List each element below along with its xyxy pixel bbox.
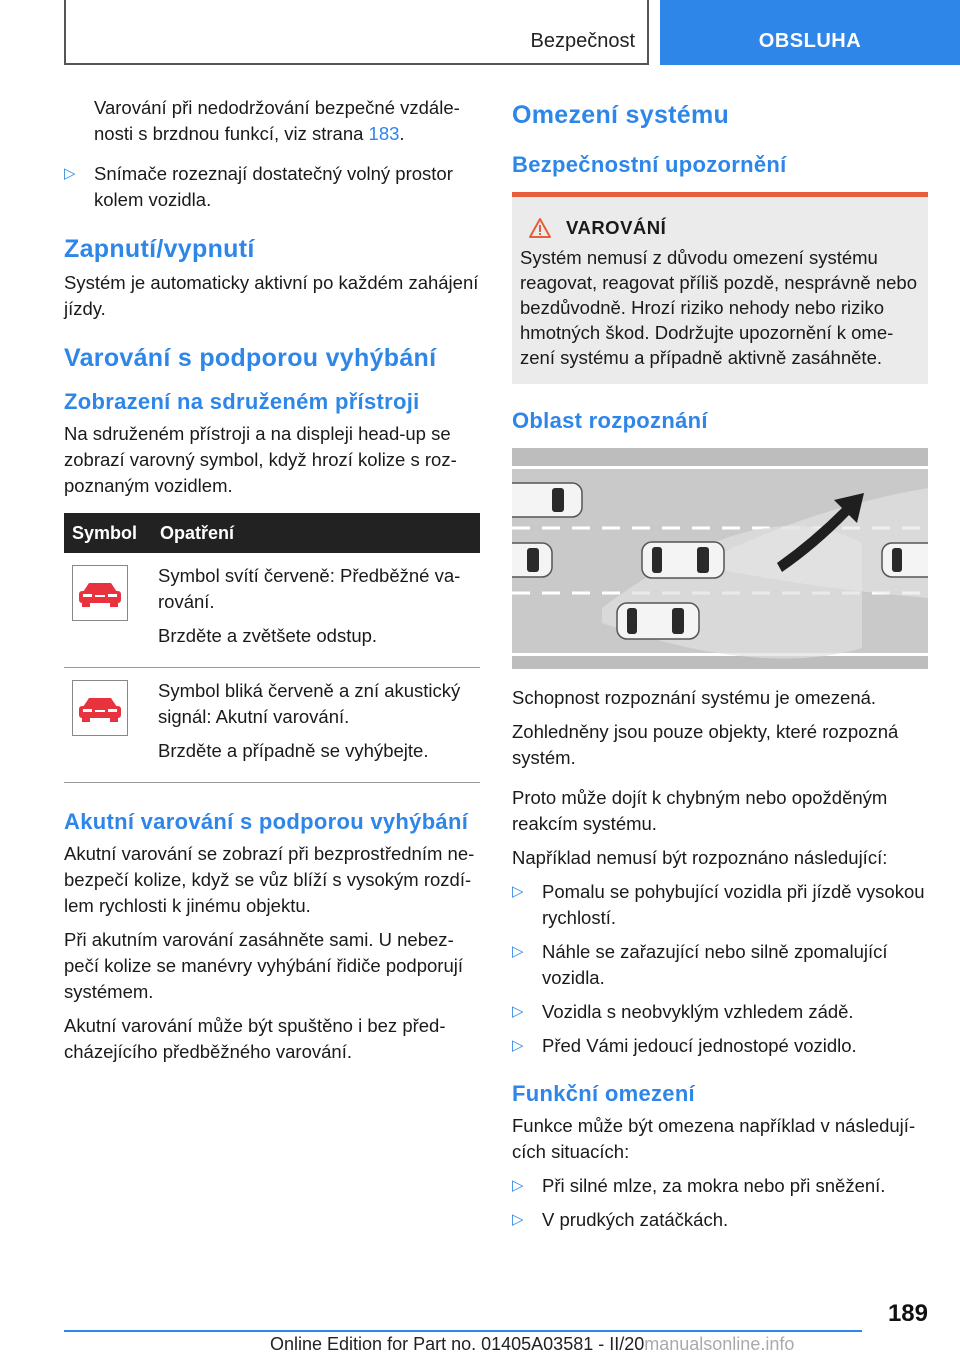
heading-display: Zobrazení na sdruženém přístroji xyxy=(64,389,420,414)
warning-title xyxy=(520,217,920,239)
footer-edition xyxy=(270,1334,794,1355)
row-text-1: Symbol svítí červeně: Předběžné varování. xyxy=(158,565,461,612)
warning-box xyxy=(512,192,928,384)
paragraph-functional: Funkce může být omezena například v následujících situacích: xyxy=(512,1115,916,1162)
paragraph-acute-3: Akutní varování může být spuštěno i bez předcházejícího předběžného varování. xyxy=(64,1015,446,1062)
left-column xyxy=(64,95,480,1073)
list-item xyxy=(512,1173,928,1199)
list-item xyxy=(512,1033,928,1059)
intro-paragraph xyxy=(64,95,480,147)
footer-edition-text: Online Edition for Part no. 01405A03581 - II/20 xyxy=(270,1334,645,1354)
paragraph-detection-1: Schopnost rozpoznání systému je omezená. xyxy=(512,687,877,708)
row-text-2: Brzděte a zvětšete odstup. xyxy=(158,625,378,646)
detection-area-illustration xyxy=(512,448,928,669)
footer-divider xyxy=(64,1330,862,1332)
paragraph-display: Na sdruženém přístroji a na displeji head-up se zobrazí varovný symbol, když hrozí kolize s rozpoznaným vozidlem. xyxy=(64,423,457,496)
symbol-table xyxy=(64,513,480,783)
table-row xyxy=(64,668,480,783)
table-header-action: Opatření xyxy=(152,513,480,553)
bullet-text: Před Vámi jedoucí jednostopé vozidlo. xyxy=(542,1035,857,1056)
heading-system-limits: Omezení systému xyxy=(512,101,730,129)
bullet-text: Náhle se zařazující nebo silně zpomalující vozidla. xyxy=(542,941,888,988)
table-row xyxy=(64,553,480,668)
bullet-triangle-icon: ▷ xyxy=(512,1003,524,1020)
bullet-triangle-icon: ▷ xyxy=(512,1211,524,1228)
page-number: 189 xyxy=(887,1300,928,1327)
bullet-triangle-icon: ▷ xyxy=(512,1177,524,1194)
car-warning-icon xyxy=(72,565,128,621)
list-item xyxy=(512,999,928,1025)
paragraph-acute-2: Při akutním varování zasáhněte sami. U nebezpečí kolize se manévry vyhýbání řidiče podporují systémem. xyxy=(64,929,463,1002)
bullet-triangle-icon: ▷ xyxy=(512,1037,524,1054)
heading-acute-warning: Akutní varování s podporou vyhýbání xyxy=(64,809,469,834)
intro-suffix: . xyxy=(399,123,405,144)
heading-functional-limits: Funkční omezení xyxy=(512,1081,695,1106)
list-item xyxy=(512,879,928,931)
heading-safety-notes: Bezpečnostní upozornění xyxy=(512,152,787,177)
paragraph-on-off: Systém je automaticky aktivní po každém zahájení jízdy. xyxy=(64,272,479,319)
bullet-text: Pomalu se pohybující vozidla při jízdě vysokou rychlostí. xyxy=(542,881,925,928)
bullet-text: Snímače rozeznají dostatečný volný prostor kolem vozidla. xyxy=(94,163,453,210)
header-section-title: Bezpečnost xyxy=(530,30,635,52)
warning-label: VAROVÁNÍ xyxy=(566,217,667,238)
row-text-2: Brzděte a případně se vyhýbejte. xyxy=(158,740,429,761)
paragraph-acute-1: Akutní varování se zobrazí při bezprostředním nebezpečí kolize, když se vůz blíží s vysokým rozdílem rychlosti k jinému objektu. xyxy=(64,843,475,916)
list-item xyxy=(64,161,480,213)
bullet-triangle-icon: ▷ xyxy=(512,943,524,960)
footer-watermark: manualsonline.info xyxy=(644,1334,795,1354)
row-text-1: Symbol bliká červeně a zní akustický signál: Akutní varování. xyxy=(158,680,461,727)
paragraph-detection-3: Proto může dojít k chybným nebo opožděným reakcím systému. xyxy=(512,787,888,834)
bullet-text: Při silné mlze, za mokra nebo při sněžení. xyxy=(542,1175,886,1196)
header-chapter-tab[interactable]: OBSLUHA xyxy=(660,0,960,65)
paragraph-detection-2: Zohledněny jsou pouze objekty, které rozpozná systém. xyxy=(512,721,899,768)
page-link-183[interactable]: 183 xyxy=(368,123,400,144)
intro-text: Varování při nedodržování bezpečné vzdálenosti s brzdnou funkcí, viz strana xyxy=(94,97,460,144)
bullet-text: V prudkých zatáčkách. xyxy=(542,1209,729,1230)
header-section-box xyxy=(64,0,649,65)
list-item xyxy=(512,939,928,991)
right-column xyxy=(512,95,928,1241)
heading-on-off: Zapnutí/vypnutí xyxy=(64,235,255,263)
warning-text: Systém nemusí z důvodu omezení systému reagovat, reagovat příliš pozdě, nesprávně nebo bezdůvodně. Hrozí riziko nehody nebo riziko hmotných škod. Dodržujte upozornění k omezení systému a případně aktivně zasáhněte. xyxy=(520,247,917,368)
heading-detection-area: Oblast rozpoznání xyxy=(512,408,708,433)
warning-triangle-icon xyxy=(528,217,552,239)
table-header-symbol: Symbol xyxy=(64,513,152,553)
paragraph-detection-4: Například nemusí být rozpoznáno následující: xyxy=(512,847,888,868)
bullet-triangle-icon: ▷ xyxy=(64,165,76,182)
heading-avoid-warning: Varování s podporou vyhýbání xyxy=(64,344,437,372)
bullet-triangle-icon: ▷ xyxy=(512,883,524,900)
bullet-text: Vozidla s neobvyklým vzhledem zádě. xyxy=(542,1001,854,1022)
car-warning-icon xyxy=(72,680,128,736)
list-item xyxy=(512,1207,928,1233)
